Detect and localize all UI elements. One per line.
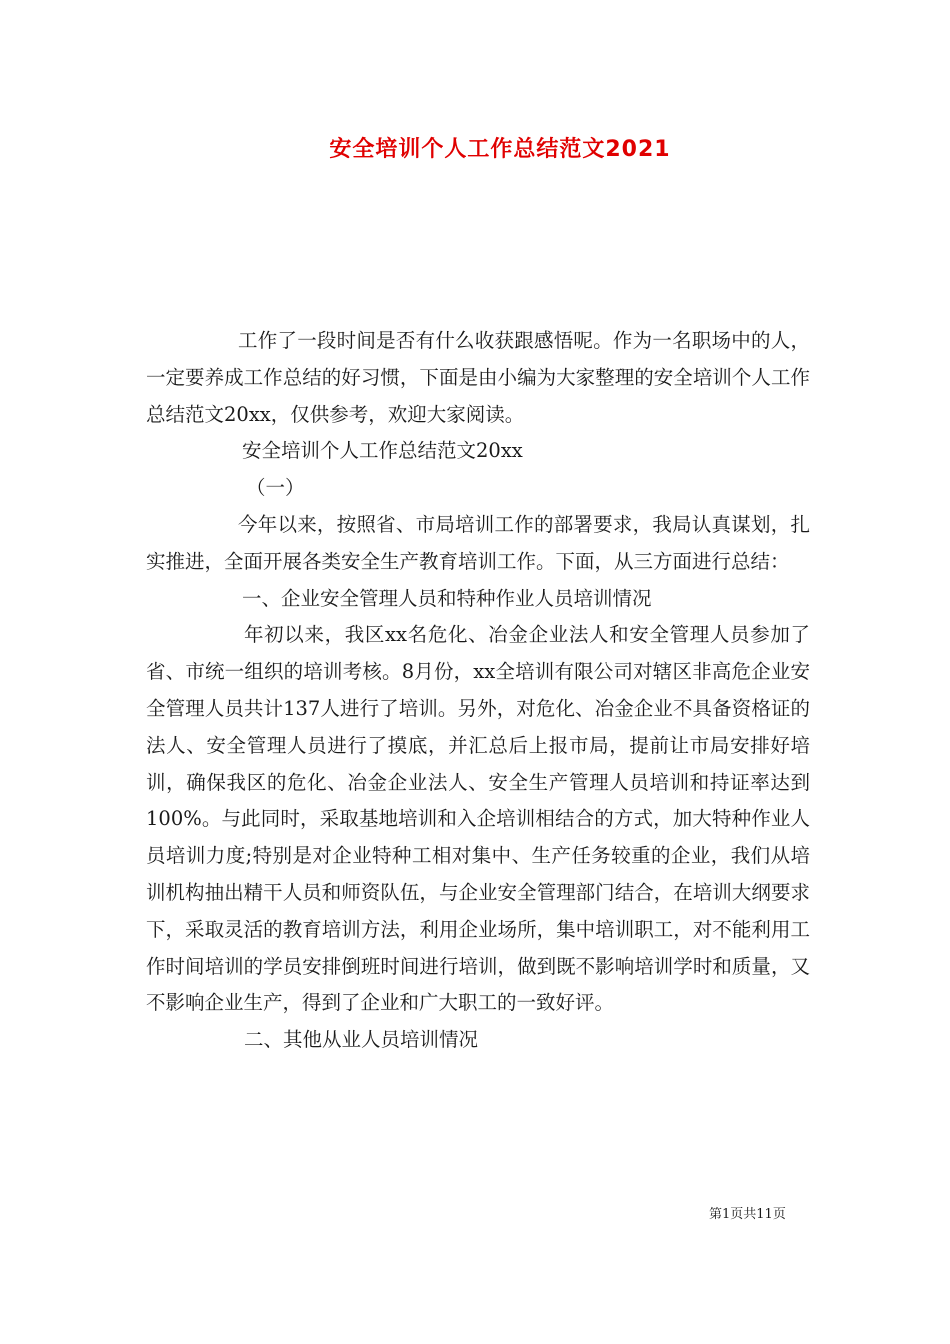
document-title: 安全培训个人工作总结范文2021 [329, 137, 671, 162]
document-body [146, 323, 810, 1059]
page-number: 第1页共11页 [709, 1207, 786, 1222]
part-label: （一） [246, 476, 305, 500]
section-heading-2: 二、其他从业人员培训情况 [244, 1028, 479, 1052]
paragraph-1: 今年以来，按照省、市局培训工作的部署要求，我局认真谋划，扎实推进，全面开展各类安全生产教育培训工作。下面，从三方面进行总结： [146, 512, 810, 573]
section-heading-1: 一、企业安全管理人员和特种作业人员培训情况 [242, 586, 652, 610]
intro-paragraph: 工作了一段时间是否有什么收获跟感悟呢。作为一名职场中的人，一定要养成工作总结的好习惯，下面是由小编为大家整理的安全培训个人工作总结范文20xx，仅供参考，欢迎大家阅读。 [146, 329, 810, 426]
document-subtitle: 安全培训个人工作总结范文20xx [242, 439, 523, 463]
paragraph-2: 年初以来，我区xx名危化、冶金企业法人和安全管理人员参加了省、市统一组织的培训考核。8月份，xx全培训有限公司对辖区非高危企业安全管理人员共计137人进行了培训。另外，对危化、冶金企业不具备资格证的法人、安全管理人员进行了摸底，并汇总后上报市局，提前让市局安排好培训，确保我区的危化、冶金企业法人、安全生产管理人员培训和持证率达到100%。与此同时，采取基地培训和入企培训相结合的方式，加大特种作业人员培训力度;特别是对企业特种工相对集中、生产任务较重的企业，我们从培训机构抽出精干人员和师资队伍，与企业安全管理部门结合，在培训大纲要求下，采取灵活的教育培训方法，利用企业场所，集中培训职工，对不能利用工作时间培训的学员安排倒班时间进行培训，做到既不影响培训学时和质量，又不影响企业生产，得到了企业和广大职工的一致好评。 [146, 623, 810, 1015]
